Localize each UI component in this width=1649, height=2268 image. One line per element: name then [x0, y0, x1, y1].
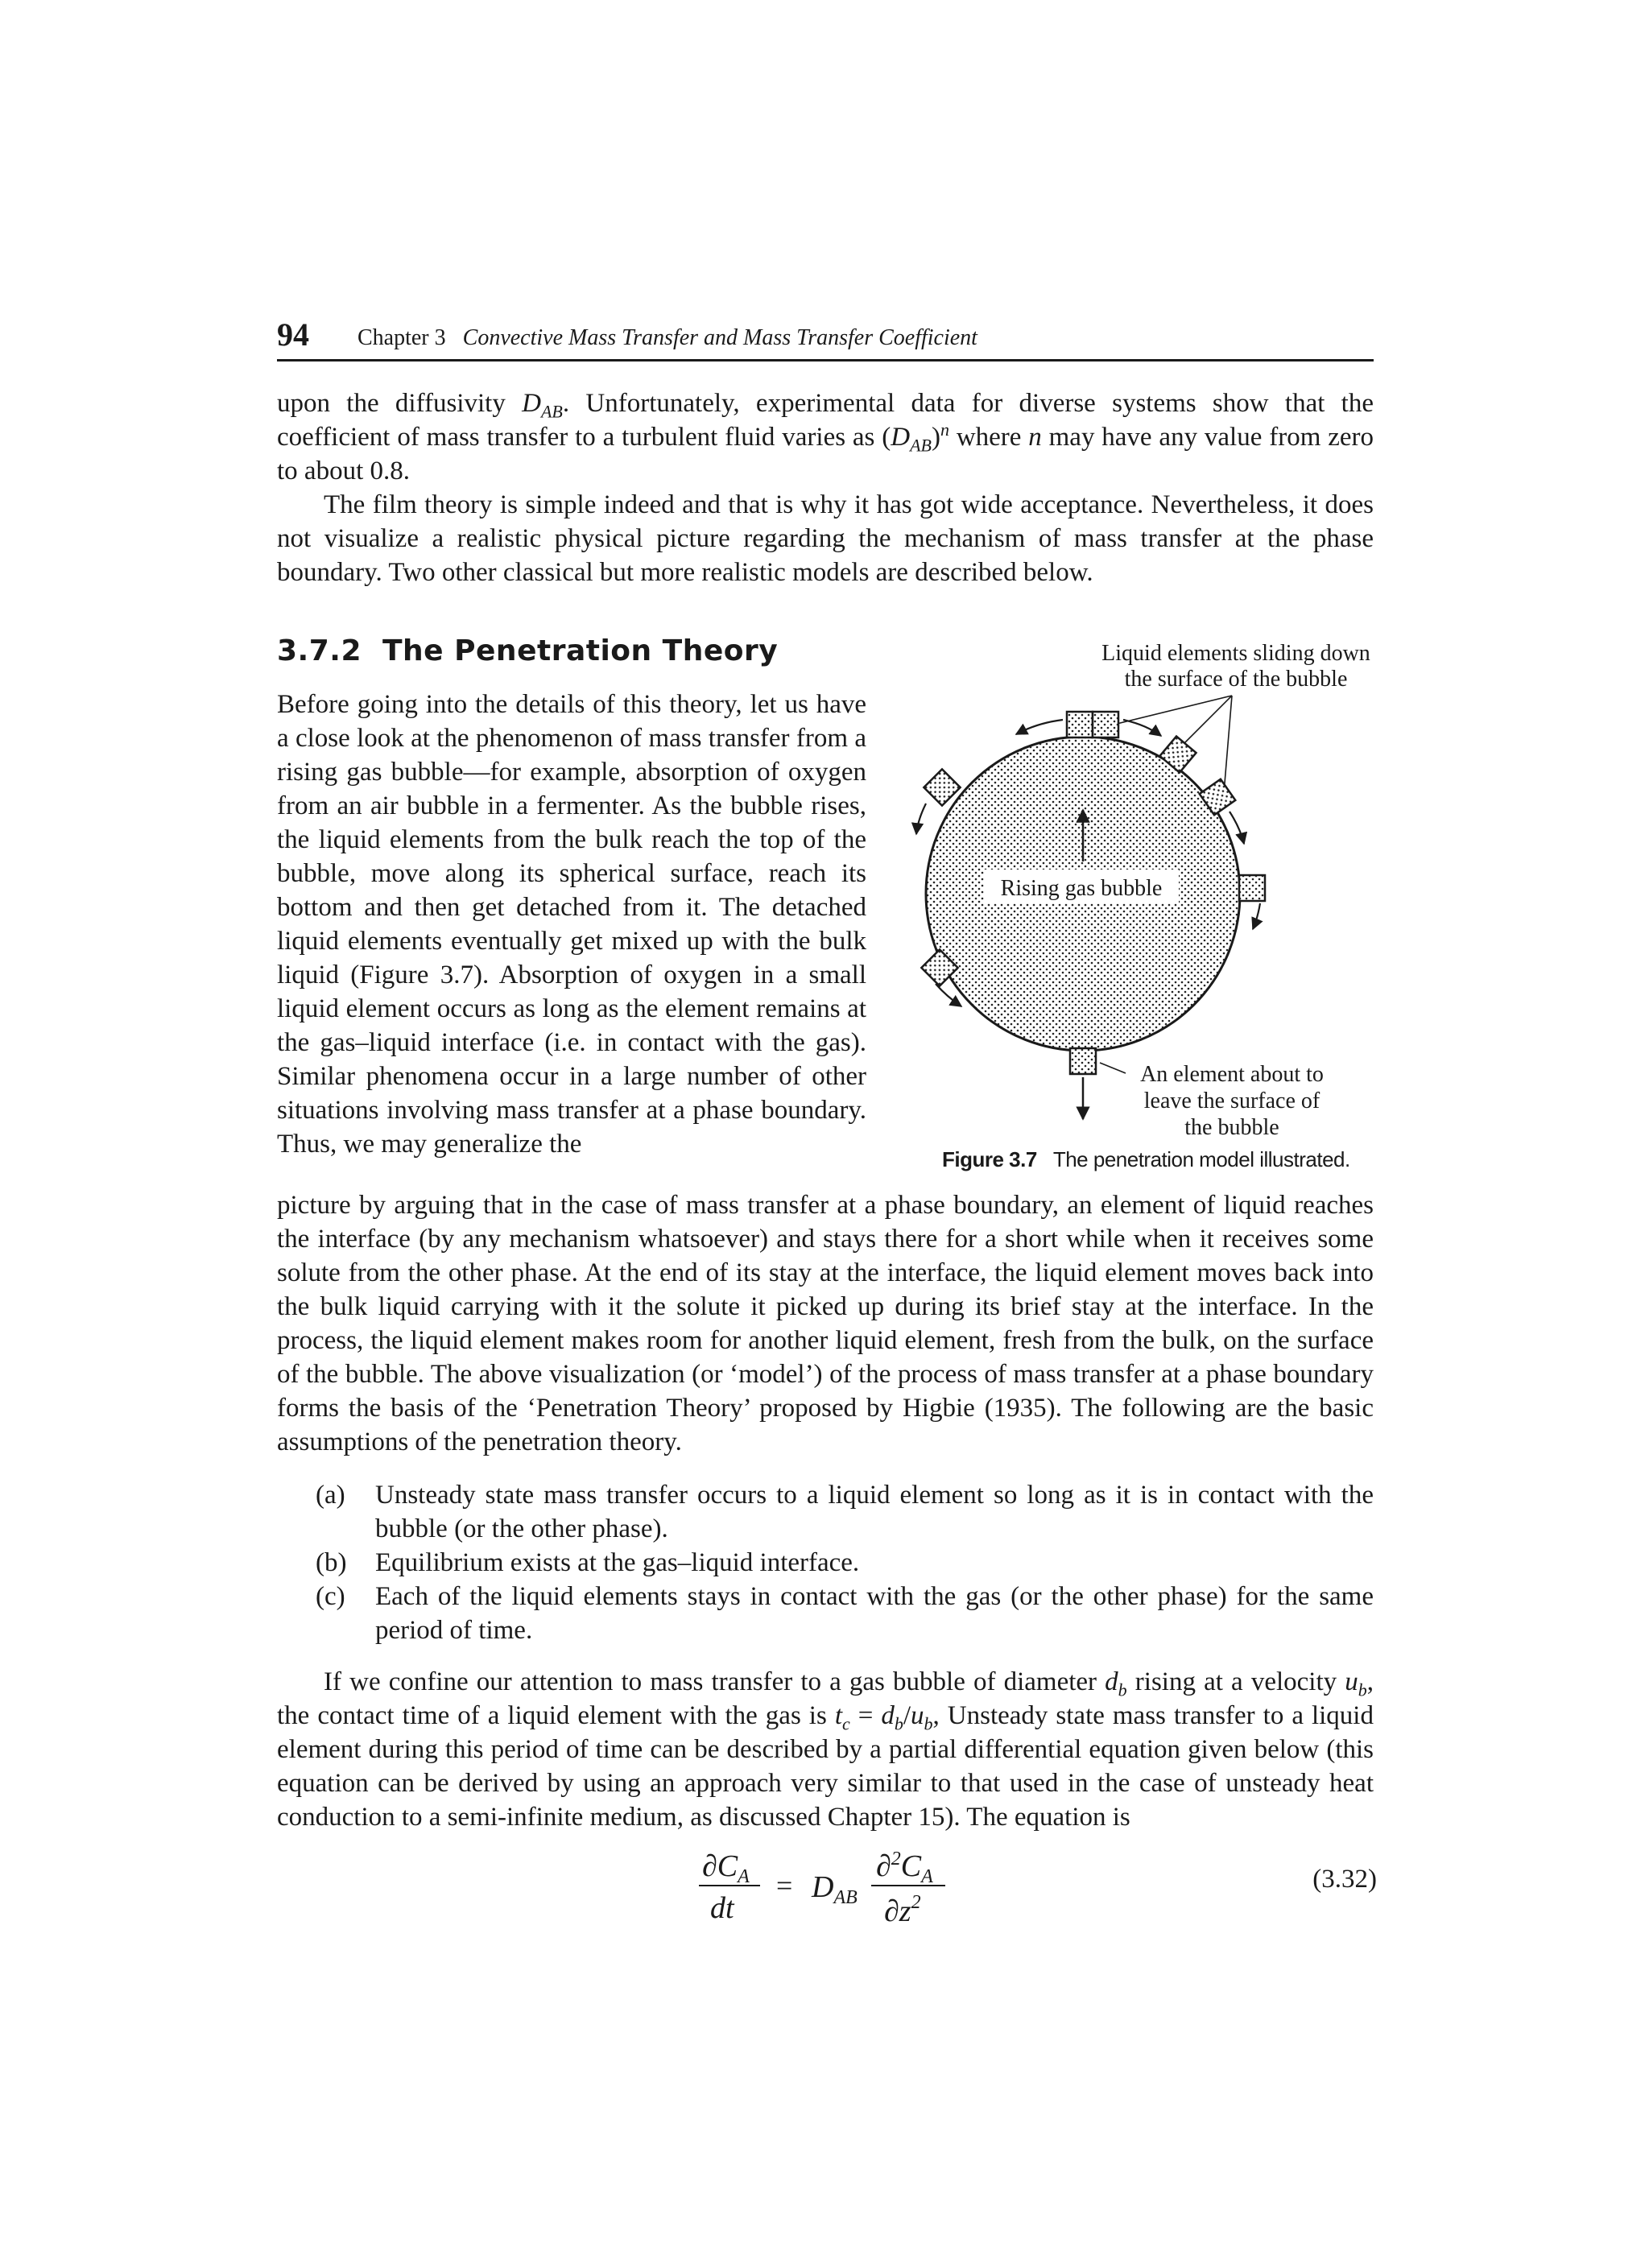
- label-top-line2: the surface of the bubble: [1124, 667, 1348, 692]
- eq-coefficient: $D_{AB}$: [812, 1870, 858, 1908]
- arrow-far-right: [1253, 903, 1260, 929]
- list-item-text: Unsteady state mass transfer occurs to a liquid element so long as it is in contact with the bubble (or the other phase).: [375, 1481, 1374, 1543]
- label-top-line1: Liquid elements sliding down: [1101, 641, 1370, 666]
- liquid-element-upper-left: [924, 769, 960, 805]
- header-rule: [277, 359, 1374, 361]
- bubble-label: Rising gas bubble: [1000, 876, 1163, 901]
- eq-rhs-numerator: $\partial^2C_A$: [876, 1849, 933, 1887]
- arrow-top-right: [1123, 720, 1161, 736]
- list-marker: (b): [316, 1548, 347, 1577]
- intro-paragraph-1: upon the diffusivity $D_{AB}$. Unfortunately, experimental data for diverse systems show that the coefficient of mass transfer to a turbulent fluid varies as $(D_{AB})^n$ where n may have any value from zero to about 0.8.: [277, 389, 1374, 485]
- equation-3-32: [692, 1839, 1377, 1935]
- list-item: [277, 1546, 1374, 1580]
- chapter-label: Chapter 3: [357, 325, 446, 350]
- eq-lhs-numerator: $\partial C_A$: [702, 1849, 750, 1887]
- final-paragraph-text: If we confine our attention to mass transfer to a gas bubble of diameter $d_b$ rising at a velocity $u_b$, the contact time of a liquid element with the gas is $t_c = d_b/u_b$, Unsteady state mass transfer to a liquid element during this period of time can be described by a partial differential equation given below (this equation can be derived by using an approach very similar to that used in the case of unsteady heat conduction to a semi-infinite medium, as discussed Chapter 15). The equation is: [277, 1667, 1374, 1832]
- figure-caption: [942, 1147, 1350, 1172]
- equation-number: (3.32): [1312, 1865, 1377, 1894]
- figure-caption-label: Figure 3.7: [942, 1147, 1037, 1171]
- liquid-element-top-right: [1093, 712, 1118, 737]
- eq-lhs-denominator: dt: [710, 1891, 734, 1925]
- section-number: 3.7.2: [277, 634, 362, 667]
- intro-paragraph-2: The film theory is simple indeed and that is why it has got wide acceptance. Nevertheless, it does not visualize a realistic physical picture regarding the mechanism of mass transfer at the phase boundary. Two other classical but more realistic models are described below.: [277, 490, 1374, 587]
- figure-caption-text: The penetration model illustrated.: [1052, 1147, 1350, 1171]
- arrow-top-left: [1016, 720, 1063, 734]
- wrapped-paragraph-text: Before going into the details of this theory, let us have a close look at the phenomenon of mass transfer from a rising gas bubble—for example, absorption of oxygen from an air bubble in a fermenter. As the bubble rises, the liquid elements from the bulk reach the top of the bubble, move along its spherical surface, reach its bottom and then get detached from it. The detached liquid elements eventually get mixed up with the bulk liquid (Figure 3.7). Absorption of oxygen in a small liquid element occurs as long as the element remains at the gas–liquid interface (i.e. in contact with the gas). Similar phenomena occur in a large number of other situations involving mass transfer at a phase boundary. Thus, we may generalize the: [277, 690, 866, 1159]
- intro-text: [277, 386, 1374, 589]
- assumptions-list: [277, 1478, 1374, 1647]
- list-item-text: Equilibrium exists at the gas–liquid interface.: [375, 1548, 860, 1577]
- section-title: The Penetration Theory: [382, 634, 779, 667]
- label-bottom-line3: the bubble: [1184, 1115, 1279, 1140]
- eq-rhs-denominator: $\partial z^2$: [884, 1892, 921, 1928]
- continued-paragraph-text: picture by arguing that in the case of mass transfer at a phase boundary, an element of liquid reaches the interface (by any mechanism whatsoever) and stays there for a short while when it receives some solute from the other phase. At the end of its stay at the interface, the liquid element moves back into the bulk liquid carrying with it the solute it picked up during its brief stay at the interface. In the process, the liquid element makes room for another liquid element, fresh from the bulk, on the surface of the bubble. The above visualization (or ‘model’) of the process of mass transfer at a phase boundary forms the basis of the ‘Penetration Theory’ proposed by Higbie (1935). The following are the basic assumptions of the penetration theory.: [277, 1191, 1374, 1456]
- final-paragraph: [277, 1665, 1374, 1834]
- chapter-title: Convective Mass Transfer and Mass Transfer Coefficient: [462, 325, 977, 350]
- list-marker: (c): [316, 1582, 345, 1611]
- label-bottom-line2: leave the surface of: [1143, 1089, 1320, 1113]
- list-item: [277, 1478, 1374, 1546]
- penetration-model-figure: [894, 636, 1377, 1184]
- list-item-text: Each of the liquid elements stays in contact with the gas (or the other phase) for the same period of time.: [375, 1582, 1374, 1645]
- list-marker: (a): [316, 1481, 345, 1510]
- label-bottom-line1: An element about to: [1140, 1062, 1324, 1087]
- running-head: [357, 325, 977, 351]
- page-number: 94: [277, 316, 309, 353]
- bottom-leader-line: [1100, 1063, 1126, 1073]
- liquid-element-far-right: [1239, 875, 1265, 901]
- continued-paragraph: [277, 1188, 1374, 1459]
- list-item: [277, 1580, 1374, 1647]
- wrapped-paragraph: [277, 688, 866, 1161]
- liquid-element-bottom: [1070, 1048, 1096, 1074]
- arrow-upper-left: [916, 804, 926, 834]
- liquid-element-top-left: [1067, 712, 1093, 737]
- arrow-right: [1230, 812, 1244, 844]
- section-heading: [277, 634, 778, 667]
- eq-equals: =: [776, 1869, 793, 1902]
- running-header: [277, 316, 1372, 357]
- equation-body: [692, 1839, 1015, 1935]
